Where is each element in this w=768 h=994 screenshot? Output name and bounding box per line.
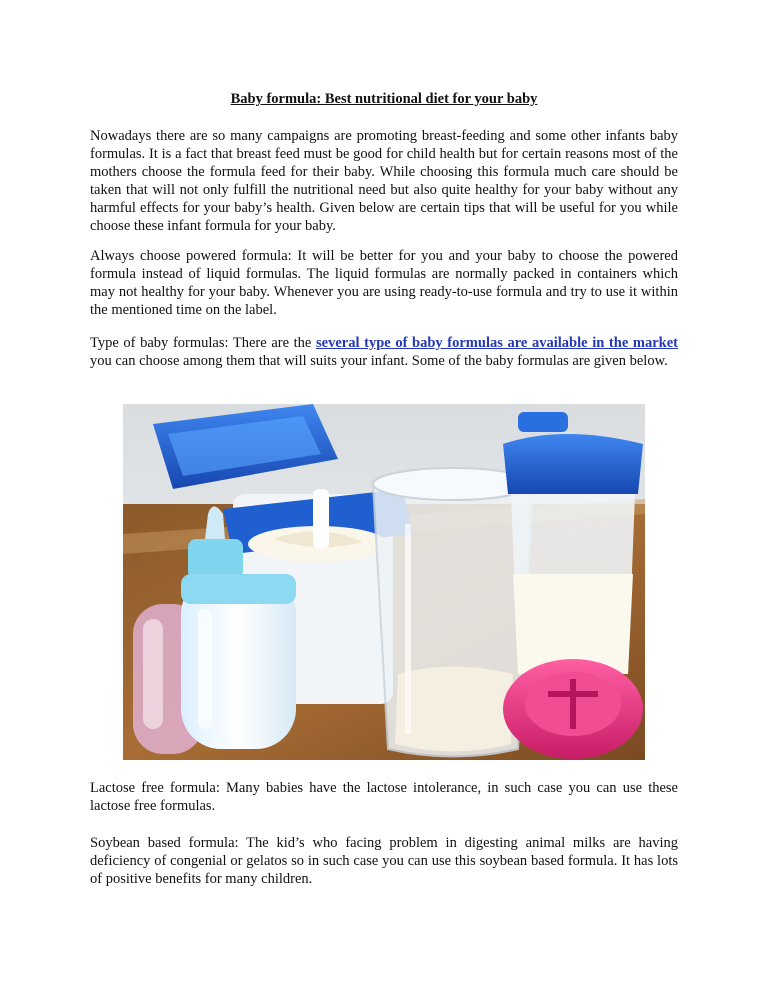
soybean-paragraph: Soybean based formula: The kid’s who facing problem in digesting animal milks are having deficiency of congenial or gelatos so in such case you can use this soybean based formula. It has lots of positive benefits for many children.: [90, 835, 678, 887]
page-title: Baby formula: Best nutritional diet for your baby: [230, 91, 538, 107]
formula-types-text-start: Type of baby formulas: There are the: [90, 335, 316, 351]
intro-paragraph: Nowadays there are so many campaigns are promoting breast-feeding and some other infants baby formulas. It is a fact that breast feed must be good for child health but for certain reasons most of the mothers choose the formula feed for their baby. While choosing this formula much care should be taken that will not only fulfill the nutritional need but also quite healthy for your baby without any harmful effects for your baby’s health. Given below are certain tips that will be useful for you while choose these infant formula for your baby.: [90, 128, 678, 234]
formula-types-paragraph: [90, 334, 678, 370]
formula-types-link[interactable]: several type of baby formulas are available in the market: [316, 335, 678, 351]
lactose-free-paragraph: Lactose free formula: Many babies have the lactose intolerance, in such case you can use these lactose free formulas.: [90, 780, 678, 814]
pink-lid: [503, 659, 643, 759]
shaker-bottle: [503, 412, 643, 674]
baby-formula-photo: [123, 404, 645, 760]
powdered-formula-paragraph: Always choose powered formula: It will be better for you and your baby to choose the powered formula instead of liquid formulas. The liquid formulas are normally packed in containers which may not healthy for your baby. Whenever you are using ready-to-use formula and try to use it within the mentioned time on the label.: [90, 248, 678, 318]
formula-types-text-end: you can choose among them that will suits your infant. Some of the baby formulas are given below.: [90, 353, 668, 369]
baby-formula-illustration: [123, 404, 645, 760]
